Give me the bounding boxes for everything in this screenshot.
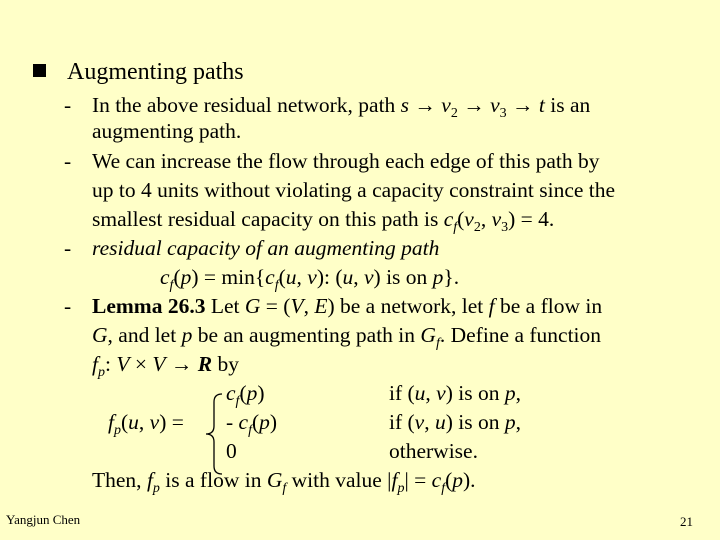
item-2-dash: - bbox=[64, 149, 72, 173]
item-3-dash: - bbox=[64, 236, 72, 260]
item-3-line-1: residual capacity of an augmenting path bbox=[92, 236, 440, 260]
slide-heading: Augmenting paths bbox=[67, 59, 244, 85]
piecewise-lhs: $f_p(u$, v) = bbox=[108, 410, 184, 438]
item-2-line-1: We can increase the flow through each edge of this path by bbox=[92, 149, 600, 173]
case-3-value: 0 bbox=[226, 439, 237, 463]
case-2-value: - $c_f(p)$ bbox=[226, 410, 278, 438]
item-4-line-3: $f_p$: V × V → R by bbox=[92, 352, 239, 380]
case-2-condition: if (v, u) is on p, bbox=[389, 410, 521, 434]
case-1-value: $c_f(p)$ bbox=[226, 381, 265, 409]
case-1-condition: if (u, v) is on p, bbox=[389, 381, 521, 405]
item-4-line-1: Lemma 26.3 Let G = (V, E) be a network, let f be a flow in bbox=[92, 294, 603, 318]
footer-author: Yangjun Chen bbox=[6, 512, 81, 527]
item-3-formula: $c_f(p) = \min\{c_f(u$, v): (u, v) is on p}. bbox=[160, 265, 460, 293]
item-4-line-2: G, and let p be an augmenting path in $G_f$. Define a function bbox=[92, 323, 602, 351]
conclusion-line: Then, $f_p$ is a flow in $G_f$ with value $|f_p| = c_f(p)$. bbox=[92, 468, 476, 496]
case-3-condition: otherwise. bbox=[389, 439, 478, 463]
item-2-line-2: up to 4 units without violating a capacity constraint since the bbox=[92, 178, 616, 202]
page-number: 21 bbox=[680, 514, 693, 529]
heading-bullet-icon bbox=[33, 64, 46, 77]
item-4-dash: - bbox=[64, 294, 72, 318]
lemma-label: Lemma 26.3 bbox=[92, 294, 206, 318]
item-1-line-2: augmenting path. bbox=[92, 119, 242, 143]
item-1-dash: - bbox=[64, 93, 72, 117]
item-2-line-3: smallest residual capacity on this path is $c_f(v_2$, $v_3) = 4$. bbox=[92, 207, 555, 235]
item-1-line-1: In the above residual network, path $s \to v_2 \to v_3 \to t$ is an bbox=[92, 93, 591, 121]
